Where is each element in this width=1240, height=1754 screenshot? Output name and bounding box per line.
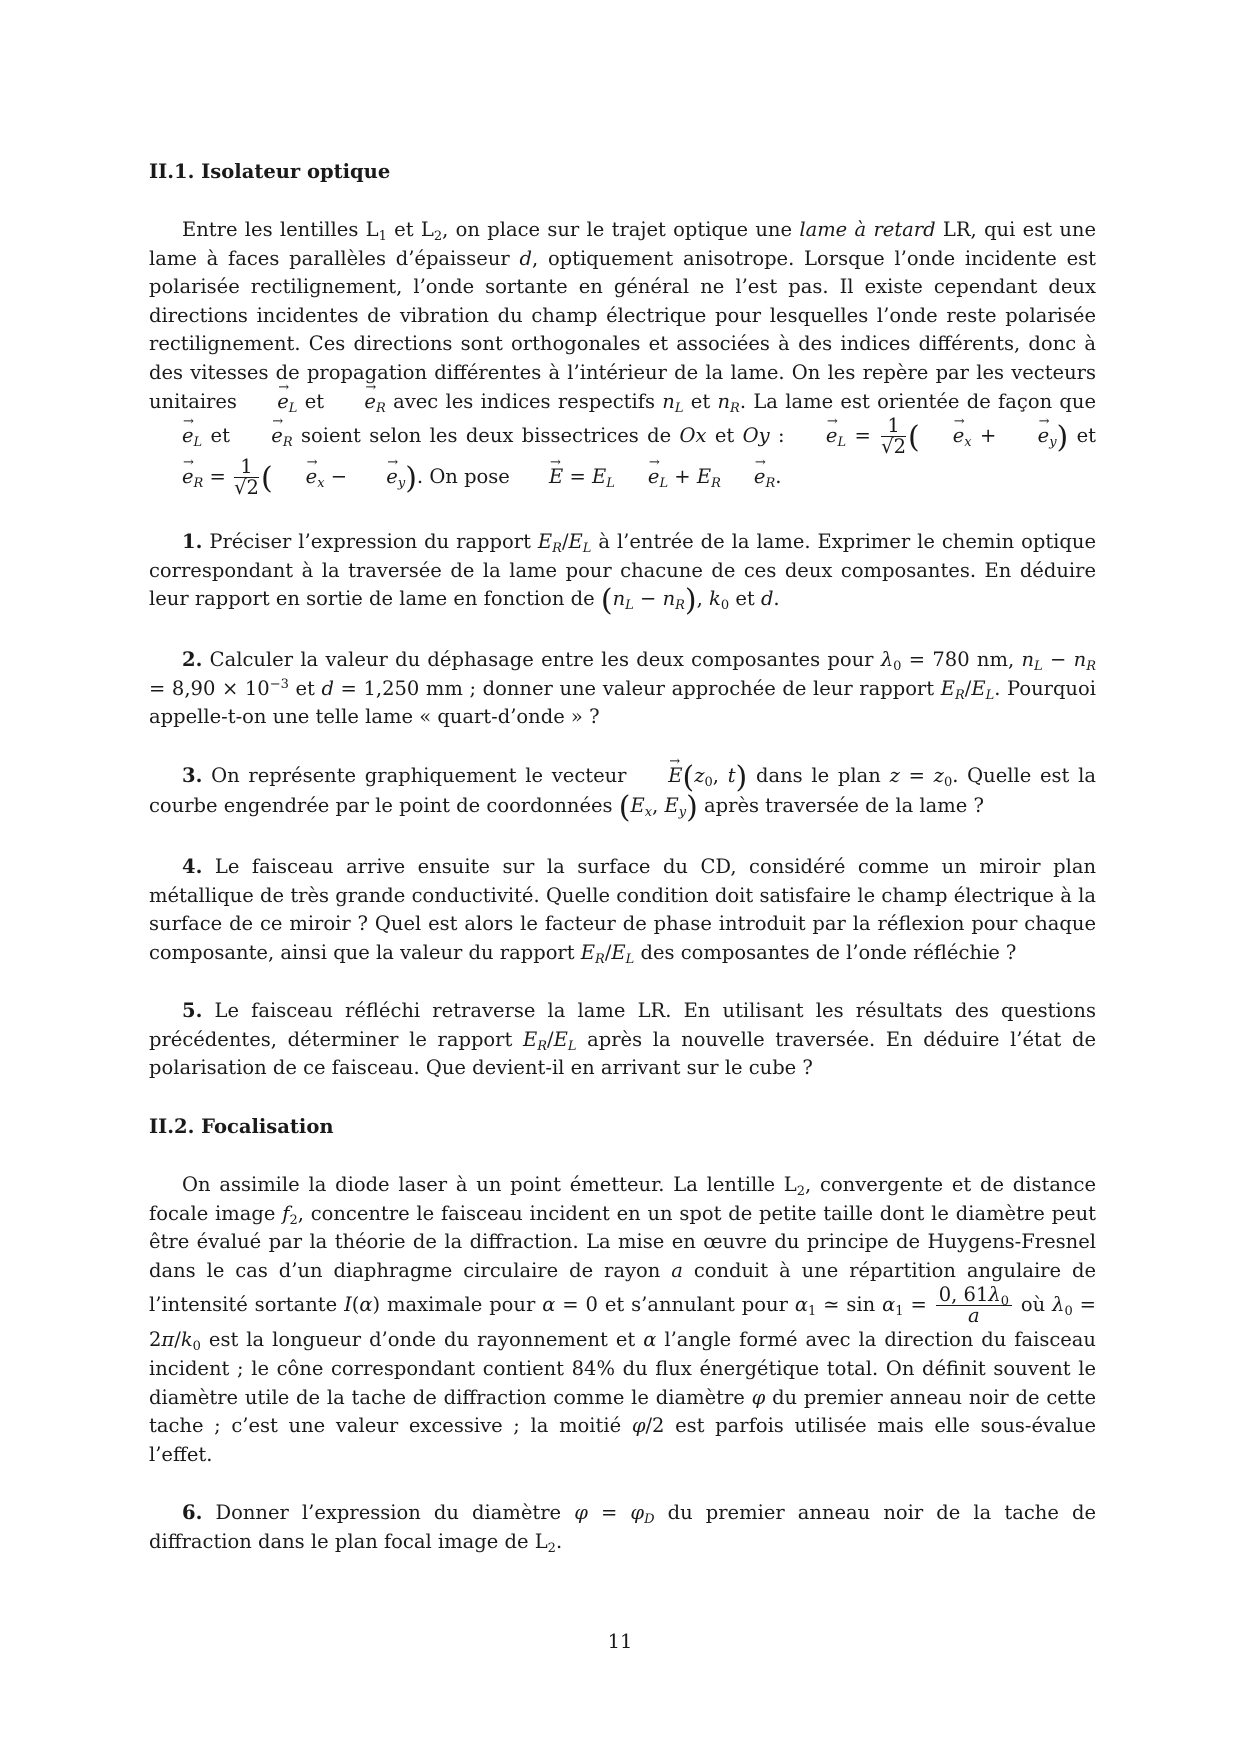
section1-intro: Entre les lentilles $L_1$ et $L_2$, on place sur le trajet optique une lame à retard LR, qui est une lame à faces parallèles d’épaisseur d, optiquement anisotrope. Lorsque l’onde incidente est polarisée rectilignement, l’onde sortante en général ne l’est pas. Il existe cependant deux directions incidentes de vibration du champ électrique pour lesquelles l’onde reste polarisée rectilignement. Ces directions sont orthogonales et associées à des indices différents, donc à des vitesses de propagation différentes à l’intérieur de la lame. On les repère par les vecteurs unitaires → $e_L$ et → $e_R$ avec les indices respectifs $n_L$ et $n_R$. La lame est orientée de façon que → $e_L$ et → $e_R$ soient selon les deux bissectrices de Ox et Oy : → $e_L$ = $\frac{1}{√2}$ (→ $e_x$ + → $e_y$) et → $e_R$ = $\frac{1}{√2}$ (→ $e_x$ − → $e_y$). On pose → $E = E_L\to e_L + E_R\to e_R$. — [149, 216, 1096, 498]
question-4: 4. Le faisceau arrive ensuite sur la surface du CD, considéré comme un miroir plan métallique de très grande conductivité. Quelle condition doit satisfaire le champ électrique à la surface de ce miroir ? Quel est alors le facteur de phase introduit par la réflexion pour chaque composante, ainsi que la valeur du rapport $E_R/E_L$ des composantes de l’onde réfléchie ? — [149, 854, 1096, 967]
section-title-focalisation: II.2. Focalisation — [149, 1115, 334, 1139]
question-2: 2. Calculer la valeur du déphasage entre les deux composantes pour $\lambda_0 = 780$ nm, $n_L - n_R = 8,90 \times 10^{-3}$ et d = 1,250 mm ; donner une valeur approchée de leur rapport $E_R/E_L$. Pourquoi appelle-t-on une telle lame « quart-d’onde » ? — [149, 647, 1096, 729]
question-1: 1. Préciser l’expression du rapport $E_R/E_L$ à l’entrée de la lame. Exprimer le chemin optique correspondant à la traversée de la lame pour chacune de ces deux composantes. En déduire leur rapport en sortie de lame en fonction de $(n_L - n_R)$, $k_0$ et d. — [149, 530, 1096, 619]
page-number: 11 — [607, 1630, 633, 1653]
section-title-isolateur: II.1. Isolateur optique — [149, 160, 391, 183]
question-3: 3. On représente graphiquement le vecteur → $E(z_0$, t) dans le plan $z = z_0$. Quelle est la courbe engendrée par le point de coordonnées ($E_x$, $E_y$) après traversée de la lame ? — [149, 762, 1096, 823]
section2-intro: On assimile la diode laser à un point émetteur. La lentille $L_2$, convergente et de distance focale image $f_2$, concentre le faisceau incident en un spot de petite taille dont le diamètre peut être évalué par la théorie de la diffraction. La mise en œuvre du principe de Huygens-Fresnel dans le cas d’un diaphragme circulaire de rayon a conduit à une répartition angulaire de l’intensité sortante I(α) maximale pour α = 0 et s’annulant pour $\alpha_1$ ≃ $\sin \alpha_1$ = $\frac{0, 61\lambda_0}{a}$ où $\lambda_0 = 2\pi/k_0$ est la longueur d’onde du rayonnement et α l’angle formé avec la direction du faisceau incident ; le cône correspondant contient 84% du flux énergétique total. On définit souvent le diamètre utile de la tache de diffraction comme le diamètre φ du premier anneau noir de cette tache ; c’est une valeur excessive ; la moitié φ/2 est parfois utilisée mais elle sous-évalue l’effet. — [149, 1173, 1097, 1466]
question-5: 5. Le faisceau réfléchi retraverse la lame LR. En utilisant les résultats des questions précédentes, déterminer le rapport $E_R/E_L$ après la nouvelle traversée. En déduire l’état de polarisation de ce faisceau. Que devient-il en arrivant sur le cube ? — [149, 999, 1096, 1080]
question-6: 6. Donner l’expression du diamètre $\varphi = \varphi_D$ du premier anneau noir de la tache de diffraction dans le plan focal image de $L_2$. — [149, 1501, 1096, 1556]
page-content — [149, 158, 1096, 1557]
